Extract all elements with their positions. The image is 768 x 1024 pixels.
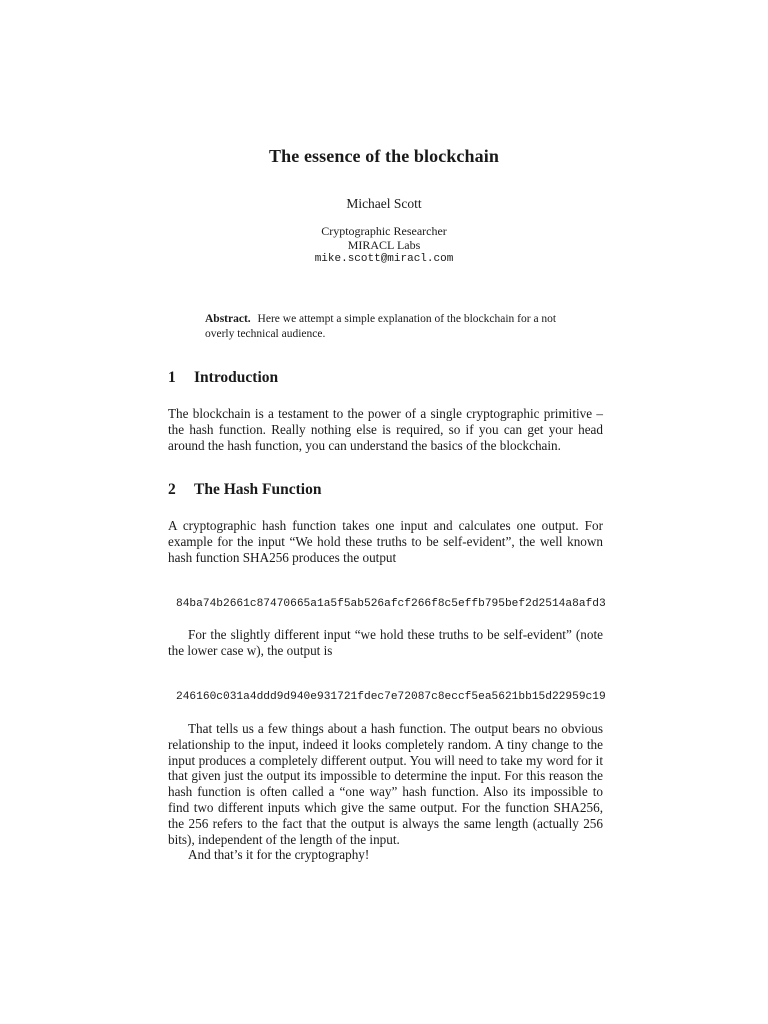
intro-paragraph: The blockchain is a testament to the power of a single cryptographic primitive – the hash function. Really nothing else is required, so if you can get your head around the hash function, you can understand the basics of the blockchain. (168, 406, 603, 453)
author-affiliation (0, 224, 768, 266)
hash-paragraph-4: And that’s it for the cryptography! (188, 847, 370, 862)
affiliation-role: Cryptographic Researcher (321, 224, 447, 238)
hash-output-1: 84ba74b2661c87470665a1a5f5ab526afcf266f8c5effb795bef2d2514a8afd3 (176, 598, 606, 610)
hash-paragraph-1: A cryptographic hash function takes one input and calculates one output. For example for the input “We hold these truths to be self-evident”, the well known hash function SHA256 produces the output (168, 518, 603, 565)
abstract-label: Abstract. (205, 313, 251, 325)
section-heading-hash-function (168, 481, 321, 499)
hash-output-2: 246160c031a4ddd9d940e931721fdec7e72087c8eccf5ea5621bb15d22959c19 (176, 691, 606, 703)
section-heading-introduction (168, 369, 278, 387)
abstract (205, 312, 573, 342)
section-number: 1 (168, 369, 176, 386)
paper-title: The essence of the blockchain (269, 146, 499, 166)
section-number: 2 (168, 481, 176, 498)
section-title: Introduction (194, 369, 279, 386)
section-title: The Hash Function (194, 481, 322, 498)
hash-paragraph-2: For the slightly different input “we hold these truths to be self-evident” (note the lower case w), the output is (168, 627, 603, 658)
abstract-text: Here we attempt a simple explanation of the blockchain for a not overly technical audience. (205, 313, 557, 340)
hash-paragraph-3: That tells us a few things about a hash function. The output bears no obvious relationship to the input, indeed it looks completely random. A tiny change to the input produces a completely different output. You will need to take my word for it that given just the output its impossible to determine the input. For this reason the hash function is often called a “one way” hash function. Also its impossible to find two different inputs which give the same output. For the function SHA256, the 256 refers to the fact that the output is always the same length (actually 256 bits), independent of the length of the input. (168, 721, 603, 847)
author-email: mike.scott@miracl.com (314, 253, 454, 265)
author-name: Michael Scott (346, 196, 422, 211)
affiliation-org: MIRACL Labs (347, 238, 421, 252)
